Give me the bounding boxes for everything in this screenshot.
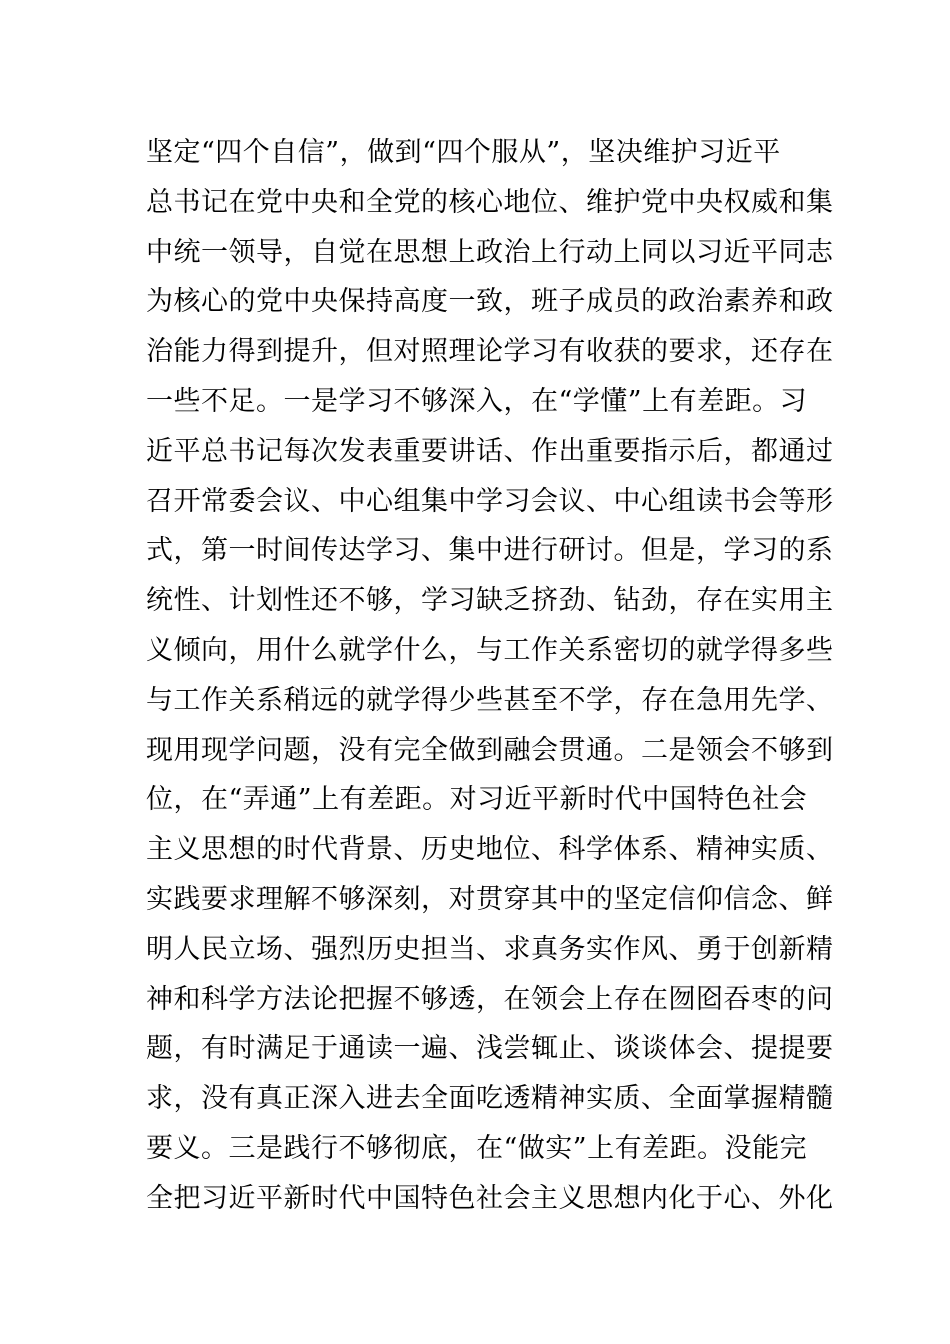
text-line: 为核心的党中央保持高度一致，班子成员的政治素养和政: [146, 286, 834, 318]
text-line: 全把习近平新时代中国特色社会主义思想内化于心、外化: [146, 1182, 834, 1214]
text-line: 一些不足。一是学习不够深入，在“学懂”上有差距。习: [146, 385, 808, 417]
text-line: 神和科学方法论把握不够透，在领会上存在囫囵吞枣的问: [146, 983, 834, 1015]
text-line: 题，有时满足于通读一遍、浅尝辄止、谈谈体会、提提要: [146, 1033, 834, 1065]
text-line: 现用现学问题，没有完全做到融会贯通。二是领会不够到: [146, 734, 834, 766]
text-line: 式，第一时间传达学习、集中进行研讨。但是，学习的系: [146, 535, 834, 567]
text-line: 坚定“四个自信”，做到“四个服从”，坚决维护习近平: [146, 137, 781, 168]
body-text: [146, 128, 834, 1224]
text-line: 总书记在党中央和全党的核心地位、维护党中央权威和集: [146, 186, 834, 218]
text-line: 中统一领导，自觉在思想上政治上行动上同以习近平同志: [146, 236, 834, 268]
text-line: 统性、计划性还不够，学习缺乏挤劲、钻劲，存在实用主: [146, 585, 834, 617]
text-line: 义倾向，用什么就学什么，与工作关系密切的就学得多些: [146, 634, 834, 666]
text-line: 明人民立场、强烈历史担当、求真务实作风、勇于创新精: [146, 933, 834, 965]
text-line: 与工作关系稍远的就学得少些甚至不学，存在急用先学、: [146, 684, 834, 716]
text-line: 实践要求理解不够深刻，对贯穿其中的坚定信仰信念、鲜: [146, 883, 834, 915]
text-line: 求，没有真正深入进去全面吃透精神实质、全面掌握精髓: [146, 1083, 834, 1115]
text-line: 主义思想的时代背景、历史地位、科学体系、精神实质、: [146, 834, 834, 866]
text-line: 近平总书记每次发表重要讲话、作出重要指示后，都通过: [146, 435, 834, 467]
text-line: 要义。三是践行不够彻底，在“做实”上有差距。没能完: [146, 1132, 808, 1164]
text-line: 治能力得到提升，但对照理论学习有收获的要求，还存在: [146, 336, 834, 368]
text-line: 召开常委会议、中心组集中学习会议、中心组读书会等形: [146, 485, 834, 517]
text-line: 位，在“弄通”上有差距。对习近平新时代中国特色社会: [146, 784, 808, 816]
